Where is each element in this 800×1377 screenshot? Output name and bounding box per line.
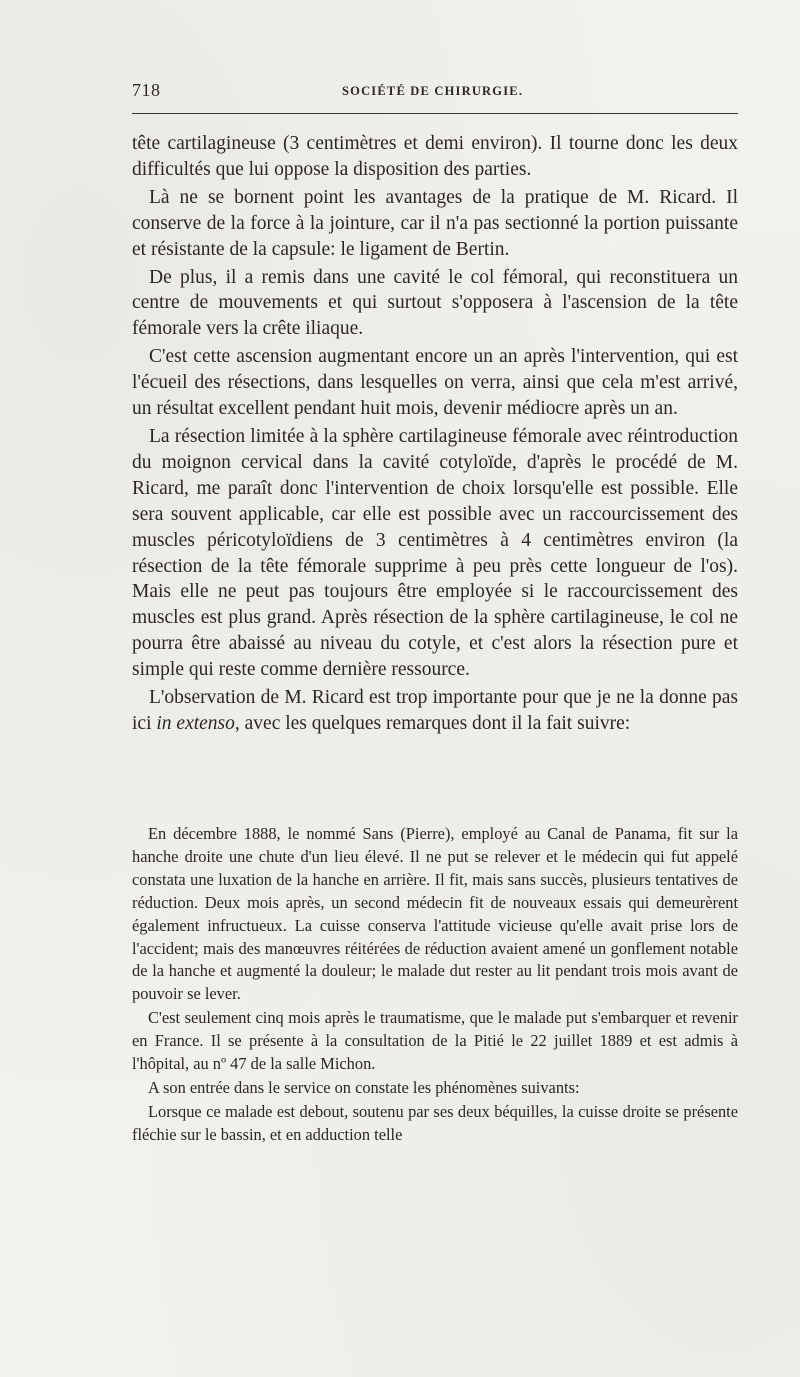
main-text [132, 131, 738, 739]
observation-paragraph: C'est seulement cinq mois après le traumatisme, que le malade put s'embarquer et revenir en France. Il se présente à la consultation de la Pitié le 22 juillet 1889 et est admis à l'hôpital, au nº 47 de la salle Michon. [132, 1008, 738, 1074]
paragraph: La résection limitée à la sphère cartilagineuse fémorale avec réintroduction du moignon cervical dans la cavité cotyloïde, d'après le procédé de M. Ricard, me paraît donc l'intervention de choix lorsqu'elle est possible. Elle sera souvent applicable, car elle est possible avec un raccourcissement des muscles péricotyloïdiens de 3 centimètres à 4 centimètres environ (la résection de la tête fémorale supprime à peu près cette longueur de l'os). Mais elle ne peut pas toujours être employée si le raccourcissement des muscles est plus grand. Après résection de la sphère cartilagineuse, le col ne pourra être abaissé au niveau du cotyle, et c'est alors la résection pure et simple qui reste comme dernière ressource. [132, 425, 738, 681]
running-title: SOCIÉTÉ DE CHIRURGIE. [342, 84, 524, 98]
observation-paragraph: Lorsque ce malade est debout, soutenu par ses deux béquilles, la cuisse droite se présente fléchie sur le bassin, et en adduction telle [132, 1101, 738, 1144]
paragraph: C'est cette ascension augmentant encore un an après l'intervention, qui est l'écueil des résections, dans lesquelles on verra, ainsi que cela m'est arrivé, un résultat excellent pendant huit mois, devenir médiocre après un an. [132, 346, 738, 420]
paragraph: tête cartilagineuse (3 centimètres et demi environ). Il tourne donc les deux difficultés que lui oppose la disposition des parties. [132, 133, 738, 180]
paragraph: Là ne se bornent point les avantages de la pratique de M. Ricard. Il conserve de la force à la jointure, car il n'a pas sectionné la portion puissante et résistante de la capsule: le ligament de Bertin. [132, 186, 738, 260]
observation-paragraph: En décembre 1888, le nommé Sans (Pierre), employé au Canal de Panama, fit sur la hanche droite une chute d'un lieu élevé. Il ne put se relever et le médecin qui fut appelé constata une luxation de la hanche en arrière. Il fit, mais sans succès, plusieurs tentatives de réduction. Deux mois après, un second médecin fit de nouveaux essais qui demeurèrent également infructueux. La cuisse conserva l'attitude vicieuse qu'elle avait prise lors de l'accident; mais des manœuvres réitérées de réduction avaient amené un gonflement notable de la hanche et augmenté la douleur; le malade dut rester au lit pendant trois mois avant de pouvoir se lever. [132, 824, 738, 1004]
text-run: , avec les quelques remarques dont il la fait suivre: [234, 712, 631, 734]
running-head [132, 80, 738, 102]
text-run: L'observation de M. Ricard est trop importante pour que je ne la donne pas ici [132, 687, 738, 734]
italic-phrase: in extenso [156, 712, 235, 734]
page-number: 718 [132, 80, 161, 100]
observation-paragraph: A son entrée dans le service on constate les phénomènes suivants: [148, 1077, 580, 1097]
observation-text [132, 823, 738, 1148]
header-rule [132, 113, 738, 114]
paragraph: De plus, il a remis dans une cavité le col fémoral, qui reconstituera un centre de mouvements et qui surtout s'opposera à l'ascension de la tête fémorale vers la crête iliaque. [132, 266, 738, 340]
paragraph [132, 685, 738, 737]
